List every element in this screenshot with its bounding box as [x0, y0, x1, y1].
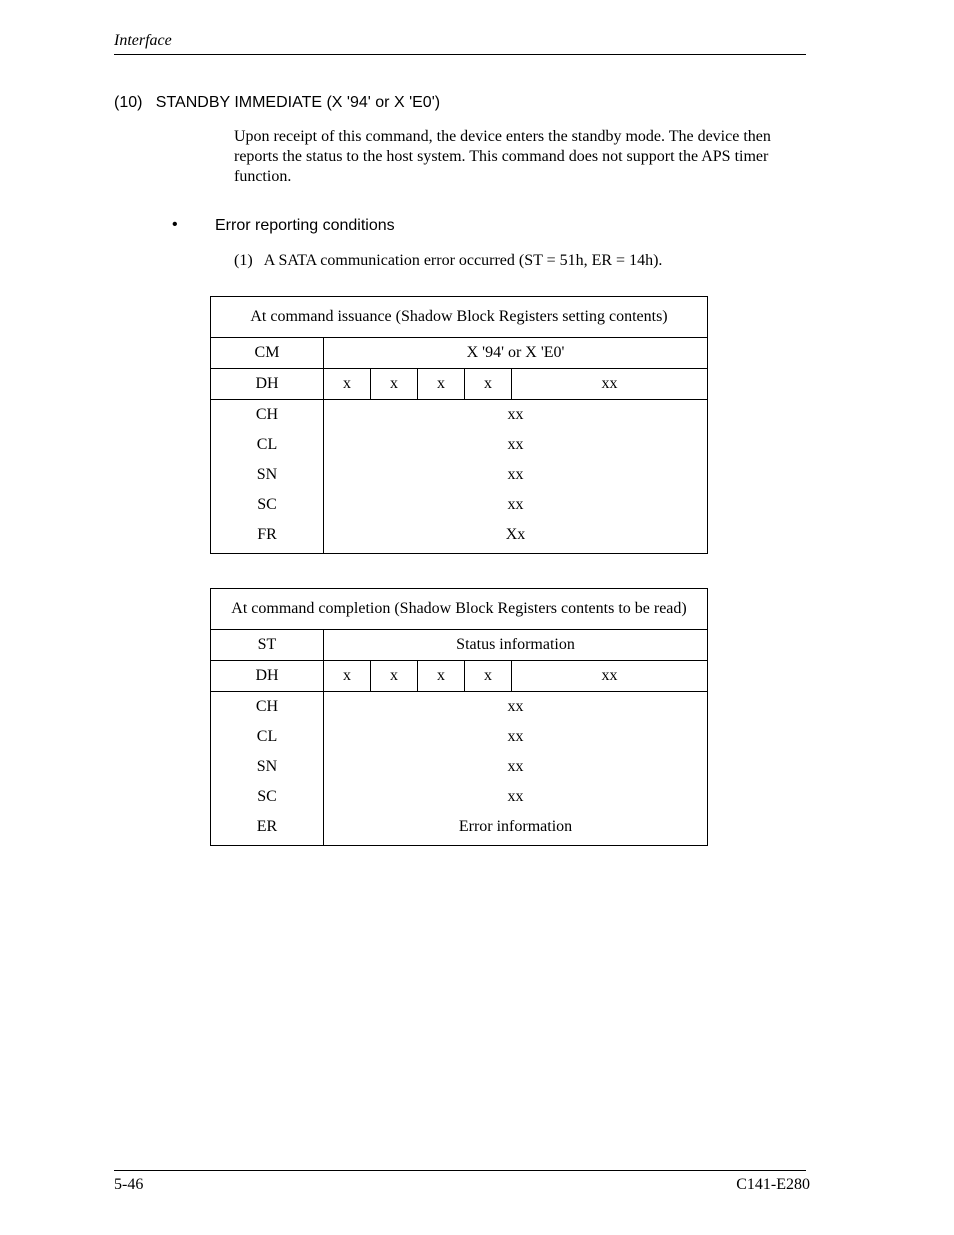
register-values: [324, 692, 708, 846]
footer-rule: [114, 1170, 806, 1171]
register-value-st: Status information: [324, 630, 708, 661]
completion-register-table: [210, 588, 708, 846]
dh-bit: x: [324, 661, 371, 692]
description-paragraph: Upon receipt of this command, the device enters the standby mode. The device then reports the status to the host system. This command does not support the APS timer function.: [234, 128, 771, 185]
register-label: FR: [257, 526, 277, 543]
register-label: CH: [255, 698, 279, 715]
register-labels: [211, 692, 324, 846]
register-value: xx: [507, 788, 524, 805]
bullet-marker: •: [172, 216, 178, 233]
register-label: CL: [256, 728, 278, 745]
register-label-st: ST: [211, 630, 324, 661]
section-heading: (10) STANDBY IMMEDIATE (X '94' or X 'E0'): [114, 94, 441, 111]
register-label: CH: [255, 406, 279, 423]
register-value: xx: [507, 466, 524, 483]
dh-bit: x: [465, 369, 512, 400]
register-value: xx: [507, 758, 524, 775]
register-value: xx: [507, 728, 524, 745]
register-value: xx: [507, 496, 524, 513]
register-value: xx: [507, 406, 524, 423]
running-header: Interface: [114, 32, 172, 49]
table-caption: At command completion (Shadow Block Registers contents to be read): [211, 589, 708, 630]
register-label: SN: [256, 466, 278, 483]
register-value: Xx: [505, 526, 526, 543]
register-value-dh: xx: [512, 661, 708, 692]
dh-bit: x: [371, 661, 418, 692]
register-label: SC: [257, 788, 277, 805]
register-value-cm: X '94' or X 'E0': [324, 338, 708, 369]
dh-bit: x: [418, 661, 465, 692]
register-label-cm: CM: [211, 338, 324, 369]
register-label-dh: DH: [211, 661, 324, 692]
register-values: [324, 400, 708, 554]
register-value-dh: xx: [512, 369, 708, 400]
document-id: C141-E280: [736, 1176, 810, 1193]
dh-bit: x: [418, 369, 465, 400]
register-label: CL: [256, 436, 278, 453]
register-value: Error information: [458, 818, 573, 835]
condition-item: (1) A SATA communication error occurred (ST = 51h, ER = 14h).: [234, 252, 663, 269]
register-label: ER: [256, 818, 278, 835]
register-labels: [211, 400, 324, 554]
register-label-dh: DH: [211, 369, 324, 400]
register-value: xx: [507, 436, 524, 453]
bullet-heading: Error reporting conditions: [215, 217, 395, 234]
table-caption: At command issuance (Shadow Block Registers setting contents): [211, 297, 708, 338]
dh-bit: x: [465, 661, 512, 692]
dh-bit: x: [371, 369, 418, 400]
issuance-register-table: [210, 296, 708, 554]
register-value: xx: [507, 698, 524, 715]
header-rule: [114, 54, 806, 55]
register-label: SN: [256, 758, 278, 775]
dh-bit: x: [324, 369, 371, 400]
page-number: 5-46: [114, 1176, 144, 1193]
register-label: SC: [257, 496, 277, 513]
